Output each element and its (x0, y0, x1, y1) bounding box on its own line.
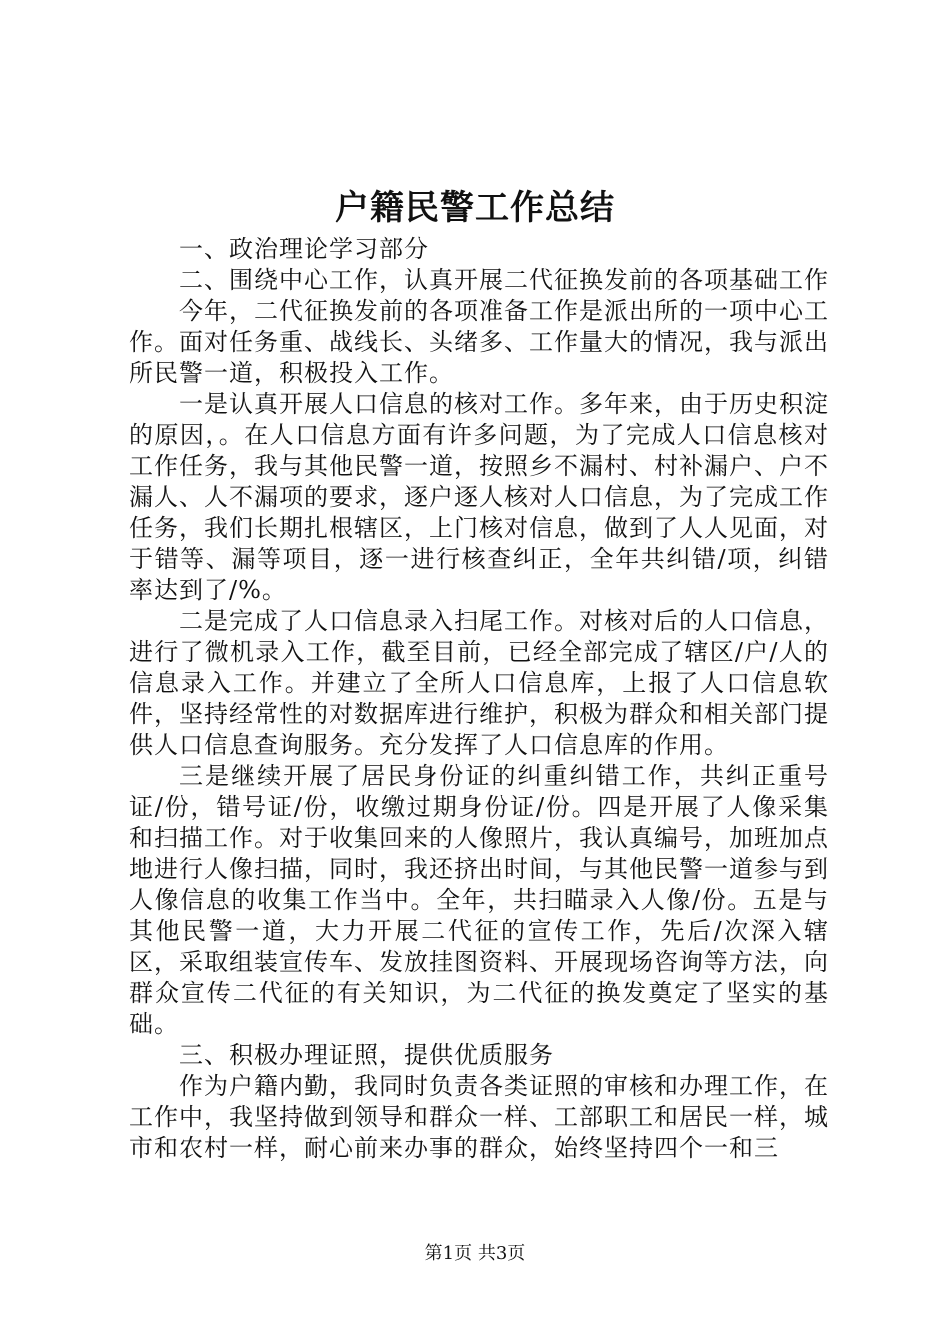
paragraph-item-1: 一是认真开展人口信息的核对工作。多年来，由于历史积淀的原因，。在人口信息方面有许多问题，为了完成人口信息核对工作任务，我与其他民警一道，按照乡不漏村、村补漏户、户不漏人、人不漏项的要求，逐户逐人核对人口信息，为了完成工作任务，我们长期扎根辖区，上门核对信息，做到了人人见面，对于错等、漏等项目，逐一进行核查纠正，全年共纠错/项，纠错率达到了/%。 (129, 390, 829, 604)
paragraph-item-2: 二是完成了人口信息录入扫尾工作。对核对后的人口信息，进行了微机录入工作，截至目前，已经全部完成了辖区/户/人的信息录入工作。并建立了全所人口信息库，上报了人口信息软件，坚持经常性的对数据库进行维护，积极为群众和相关部门提供人口信息查询服务。充分发挥了人口信息库的作用。 (129, 607, 829, 759)
page-title: 户籍民警工作总结 (335, 188, 615, 228)
heading-section-1: 一、政治理论学习部分 (179, 235, 429, 263)
heading-section-2: 二、围绕中心工作，认真开展二代征换发前的各项基础工作 (179, 266, 829, 294)
paragraph-section-3: 作为户籍内勤，我同时负责各类证照的审核和办理工作，在工作中，我坚持做到领导和群众一样、工部职工和居民一样，城市和农村一样，耐心前来办事的群众，始终坚持四个一和三 (129, 1072, 829, 1162)
document-body (129, 234, 829, 1164)
paragraph-item-3: 三是继续开展了居民身份证的纠重纠错工作，共纠正重号证/份，错号证/份，收缴过期身份证/份。四是开展了人像采集和扫描工作。对于收集回来的人像照片，我认真编号，加班加点地进行人像扫描，同时，我还挤出时间，与其他民警一道参与到人像信息的收集工作当中。全年，共扫瞄录入人像/份。五是与其他民警一道，大力开展二代征的宣传工作，先后/次深入辖区，采取组装宣传车、发放挂图资料、开展现场咨询等方法，向群众宣传二代征的有关知识，为二代征的换发奠定了坚实的基础。 (129, 762, 829, 1038)
heading-section-3: 三、积极办理证照，提供优质服务 (179, 1041, 554, 1069)
page-number-footer: 第1页 共3页 (424, 1243, 526, 1264)
paragraph-intro: 今年，二代征换发前的各项准备工作是派出所的一项中心工作。面对任务重、战线长、头绪多、工作量大的情况，我与派出所民警一道，积极投入工作。 (129, 297, 829, 387)
